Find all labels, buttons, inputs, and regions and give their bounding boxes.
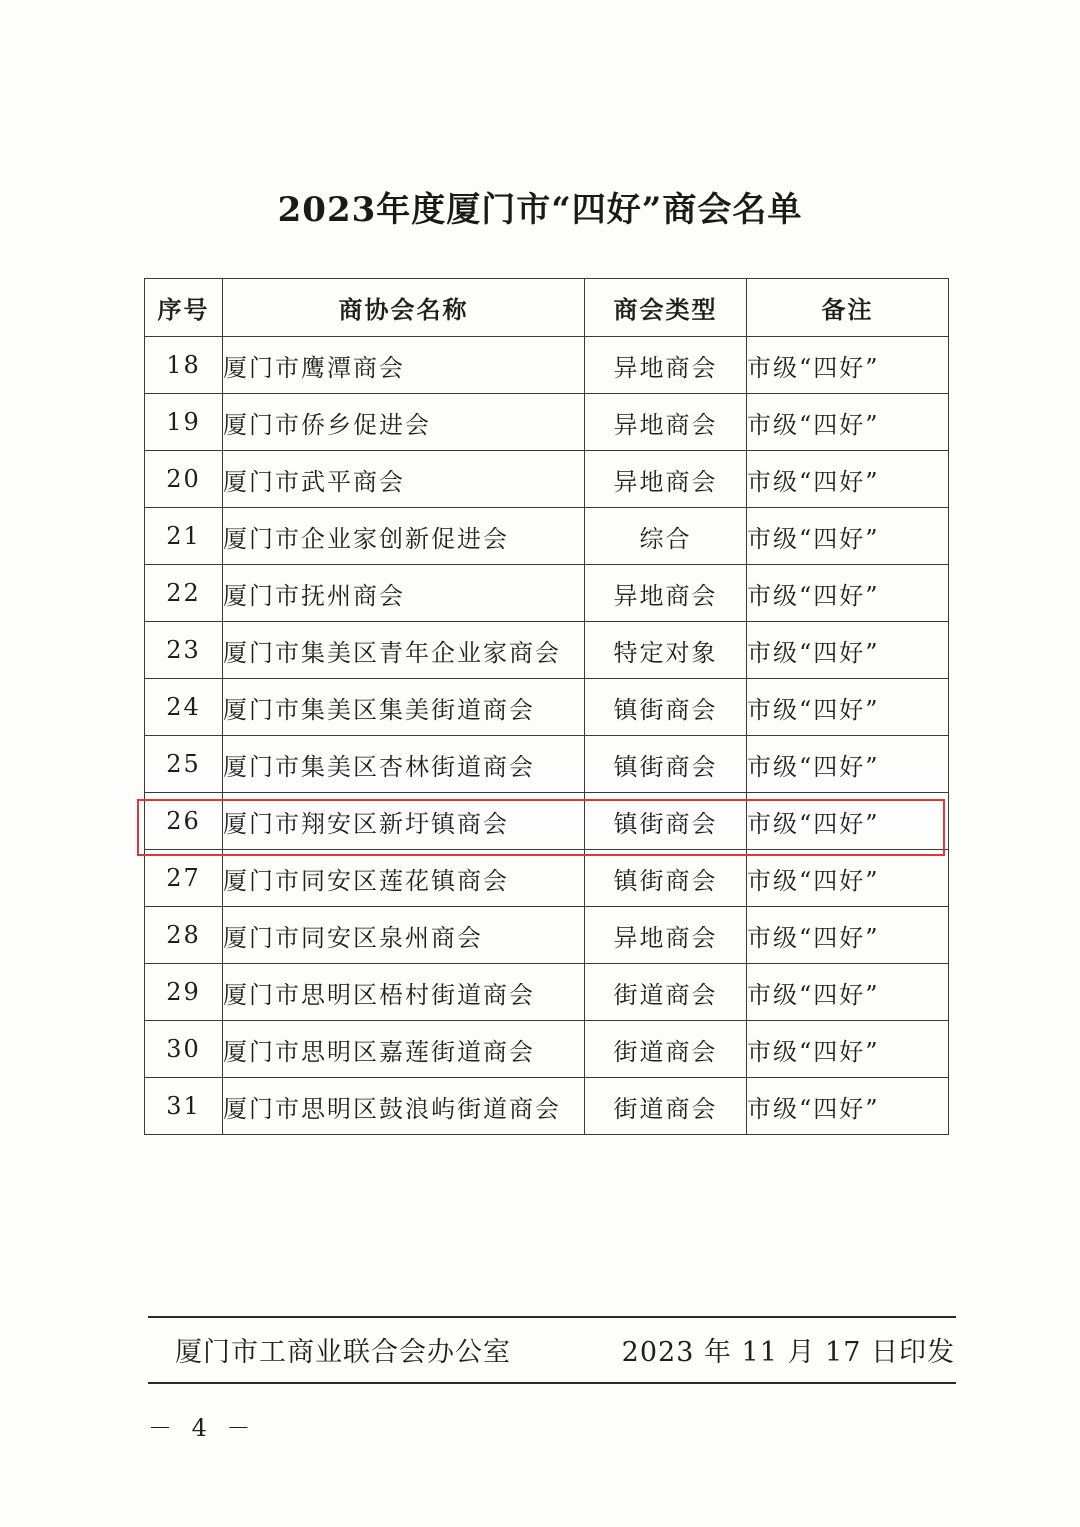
cell-type: 异地商会	[585, 394, 747, 451]
table-row	[145, 337, 949, 394]
table-row	[145, 508, 949, 565]
cell-type: 综合	[585, 508, 747, 565]
table-row	[145, 1078, 949, 1135]
cell-name: 厦门市翔安区新圩镇商会	[223, 793, 585, 850]
page-number: － 4 －	[148, 1414, 257, 1442]
table-row	[145, 736, 949, 793]
header-type: 商会类型	[585, 279, 747, 337]
header-no: 序号	[145, 279, 223, 337]
cell-name: 厦门市思明区嘉莲街道商会	[223, 1021, 585, 1078]
footer-date: 2023 年 11 月 17 日印发	[621, 1337, 955, 1368]
cell-type: 异地商会	[585, 451, 747, 508]
cell-note: 市级“四好”	[747, 736, 949, 793]
table-body	[145, 337, 949, 1135]
cell-type: 镇街商会	[585, 736, 747, 793]
cell-no: 24	[145, 679, 223, 736]
cell-note: 市级“四好”	[747, 451, 949, 508]
table-row	[145, 679, 949, 736]
table-header-row	[145, 279, 949, 337]
header-name: 商协会名称	[223, 279, 585, 337]
cell-type: 异地商会	[585, 337, 747, 394]
cell-no: 19	[145, 394, 223, 451]
cell-no: 23	[145, 622, 223, 679]
table-row	[145, 451, 949, 508]
header-note: 备注	[747, 279, 949, 337]
cell-no: 20	[145, 451, 223, 508]
footer-issuer: 厦门市工商业联合会办公室	[175, 1337, 511, 1368]
cell-no: 28	[145, 907, 223, 964]
document-title: 2023年度厦门市“四好”商会名单	[277, 190, 803, 230]
table-row	[145, 1021, 949, 1078]
cell-name: 厦门市集美区青年企业家商会	[223, 622, 585, 679]
table-row	[145, 907, 949, 964]
cell-no: 27	[145, 850, 223, 907]
cell-no: 31	[145, 1078, 223, 1135]
table-row	[145, 850, 949, 907]
cell-note: 市级“四好”	[747, 337, 949, 394]
table-row	[145, 565, 949, 622]
cell-type: 镇街商会	[585, 679, 747, 736]
chamber-list-table	[144, 278, 949, 1135]
cell-note: 市级“四好”	[747, 508, 949, 565]
cell-type: 异地商会	[585, 907, 747, 964]
cell-note: 市级“四好”	[747, 1078, 949, 1135]
cell-note: 市级“四好”	[747, 793, 949, 850]
cell-note: 市级“四好”	[747, 565, 949, 622]
cell-note: 市级“四好”	[747, 850, 949, 907]
cell-no: 18	[145, 337, 223, 394]
cell-no: 30	[145, 1021, 223, 1078]
cell-no: 25	[145, 736, 223, 793]
footer-bottom-rule	[148, 1382, 956, 1384]
cell-name: 厦门市侨乡促进会	[223, 394, 585, 451]
cell-name: 厦门市思明区梧村街道商会	[223, 964, 585, 1021]
cell-type: 镇街商会	[585, 850, 747, 907]
cell-type: 特定对象	[585, 622, 747, 679]
cell-type: 街道商会	[585, 1021, 747, 1078]
cell-no: 22	[145, 565, 223, 622]
cell-note: 市级“四好”	[747, 964, 949, 1021]
cell-note: 市级“四好”	[747, 394, 949, 451]
cell-name: 厦门市鹰潭商会	[223, 337, 585, 394]
footer-top-rule	[148, 1316, 956, 1318]
cell-type: 镇街商会	[585, 793, 747, 850]
cell-name: 厦门市集美区集美街道商会	[223, 679, 585, 736]
cell-note: 市级“四好”	[747, 907, 949, 964]
table-row	[145, 964, 949, 1021]
table-row	[145, 622, 949, 679]
cell-type: 街道商会	[585, 1078, 747, 1135]
cell-type: 异地商会	[585, 565, 747, 622]
cell-name: 厦门市武平商会	[223, 451, 585, 508]
cell-name: 厦门市集美区杏林街道商会	[223, 736, 585, 793]
cell-name: 厦门市同安区泉州商会	[223, 907, 585, 964]
cell-note: 市级“四好”	[747, 679, 949, 736]
cell-name: 厦门市企业家创新促进会	[223, 508, 585, 565]
cell-type: 街道商会	[585, 964, 747, 1021]
cell-note: 市级“四好”	[747, 1021, 949, 1078]
cell-name: 厦门市思明区鼓浪屿街道商会	[223, 1078, 585, 1135]
table-row	[145, 394, 949, 451]
cell-no: 26	[145, 793, 223, 850]
cell-no: 21	[145, 508, 223, 565]
cell-name: 厦门市抚州商会	[223, 565, 585, 622]
cell-name: 厦门市同安区莲花镇商会	[223, 850, 585, 907]
cell-no: 29	[145, 964, 223, 1021]
table-row	[145, 793, 949, 850]
cell-note: 市级“四好”	[747, 622, 949, 679]
